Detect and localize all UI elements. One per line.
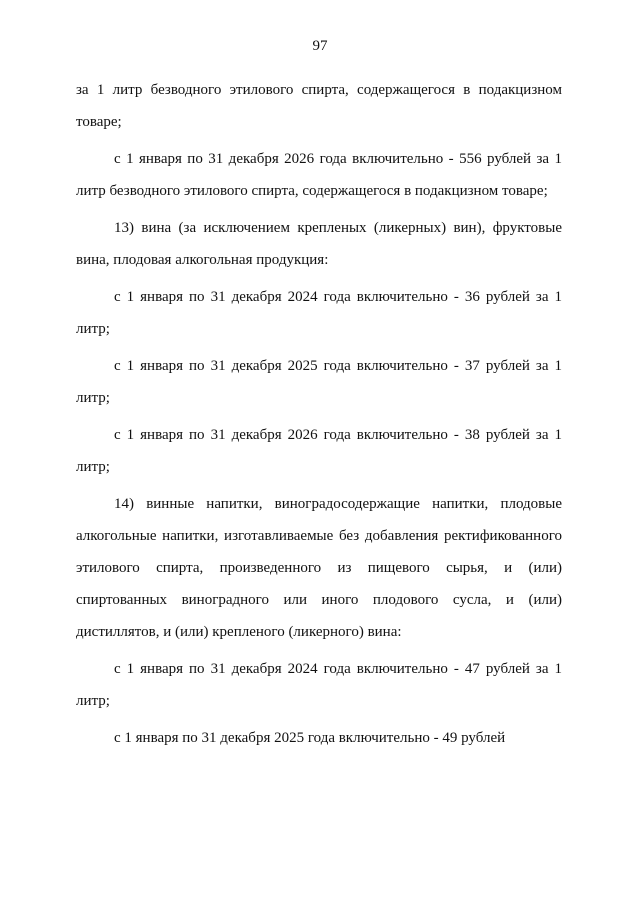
document-body <box>76 74 562 759</box>
paragraph-rate-2024-wine-drinks: с 1 января по 31 декабря 2024 года включительно - 47 рублей за 1 литр; <box>76 661 562 709</box>
paragraph-rate-2026-spirit: с 1 января по 31 декабря 2026 года включительно - 556 рублей за 1 литр безводного этилового спирта, содержащегося в подакцизном товаре; <box>76 151 562 199</box>
paragraph-rate-2024-wine: с 1 января по 31 декабря 2024 года включительно - 36 рублей за 1 литр; <box>76 289 562 337</box>
paragraph-rate-2025-wine: с 1 января по 31 декабря 2025 года включительно - 37 рублей за 1 литр; <box>76 358 562 406</box>
paragraph-item-14: 14) винные напитки, виноградосодержащие напитки, плодовые алкогольные напитки, изготавливаемые без добавления ректификованного этилового спирта, произведенного из пищевого сырья, и (или) спиртованных виноградного или иного плодового сусла, и (или) дистиллятов, и (или) крепленого (ликерного) вина: <box>76 496 562 640</box>
page-number: 97 <box>312 38 328 54</box>
paragraph-rate-2025-wine-drinks: с 1 января по 31 декабря 2025 года включительно - 49 рублей <box>114 730 506 746</box>
paragraph-item-13: 13) вина (за исключением крепленых (ликерных) вин), фруктовые вина, плодовая алкогольная продукция: <box>76 220 562 268</box>
paragraph-rate-2026-wine: с 1 января по 31 декабря 2026 года включительно - 38 рублей за 1 литр; <box>76 427 562 475</box>
paragraph-continuation: за 1 литр безводного этилового спирта, содержащегося в подакцизном товаре; <box>76 82 562 130</box>
